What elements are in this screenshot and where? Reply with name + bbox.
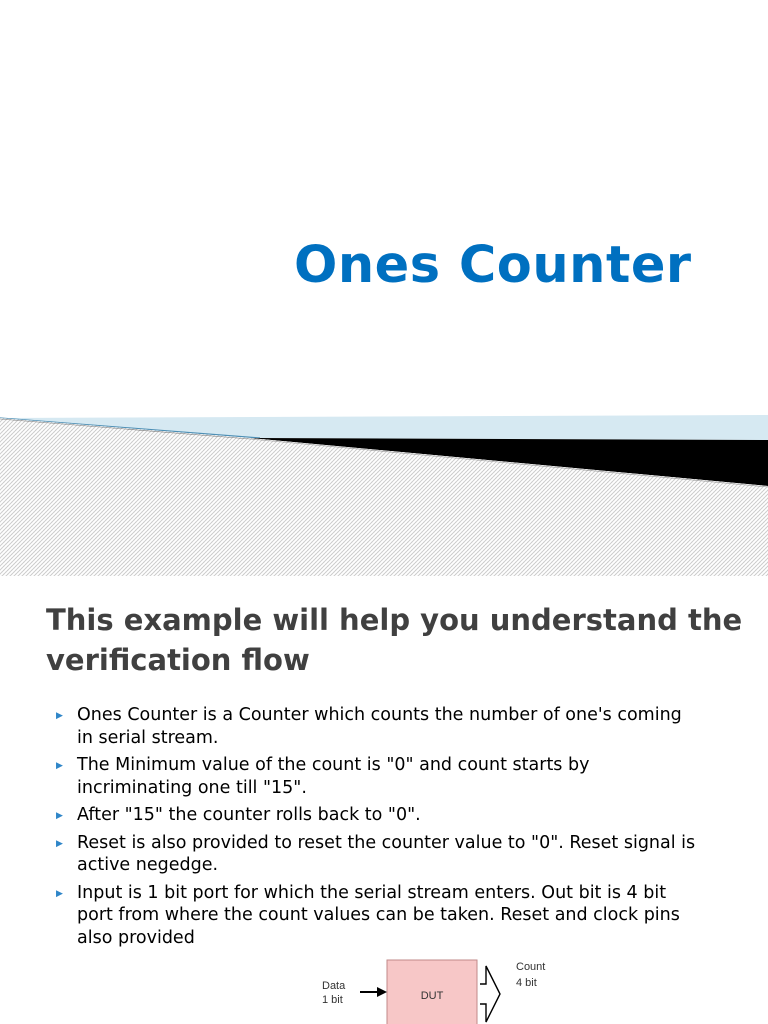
bullet-arrow-icon: ▶ — [56, 761, 63, 771]
bullet-item — [56, 754, 696, 799]
dut-label: DUT — [420, 990, 444, 1002]
input-width-label: 1 bit — [322, 994, 343, 1006]
bullet-item — [56, 832, 696, 877]
bullet-text: The Minimum value of the count is "0" and count starts by incriminating one till "15". — [77, 755, 590, 798]
content-slide — [0, 576, 768, 1024]
bullet-item — [56, 804, 696, 827]
bullet-item — [56, 704, 696, 749]
bullet-arrow-icon: ▶ — [56, 711, 63, 721]
slide-heading: This example will help you understand the verification flow — [46, 603, 743, 677]
bullet-text: Ones Counter is a Counter which counts the number of one's coming in serial stream. — [77, 705, 682, 748]
bullet-list — [56, 704, 696, 954]
bullet-arrow-icon: ▶ — [56, 811, 63, 821]
bullet-text: After "15" the counter rolls back to "0". — [77, 805, 421, 825]
bullet-text: Input is 1 bit port for which the serial stream enters. Out bit is 4 bit port from where the count values can be taken. Reset and clock pins also provided — [77, 882, 680, 948]
input-label: Data — [322, 980, 346, 992]
output-label: Count — [516, 961, 546, 973]
bullet-item — [56, 882, 696, 950]
bullet-arrow-icon: ▶ — [56, 838, 63, 849]
dut-block-diagram — [300, 952, 600, 1024]
bullet-text: Reset is also provided to reset the counter value to "0". Reset signal is active negedge. — [77, 832, 696, 875]
output-bus-arrow-icon — [480, 966, 500, 1022]
output-width-label: 4 bit — [516, 977, 537, 989]
bullet-arrow-icon: ▶ — [56, 888, 63, 899]
slide-title: Ones Counter — [294, 236, 692, 295]
decorative-band — [0, 410, 768, 576]
input-arrowhead-icon — [377, 987, 387, 997]
